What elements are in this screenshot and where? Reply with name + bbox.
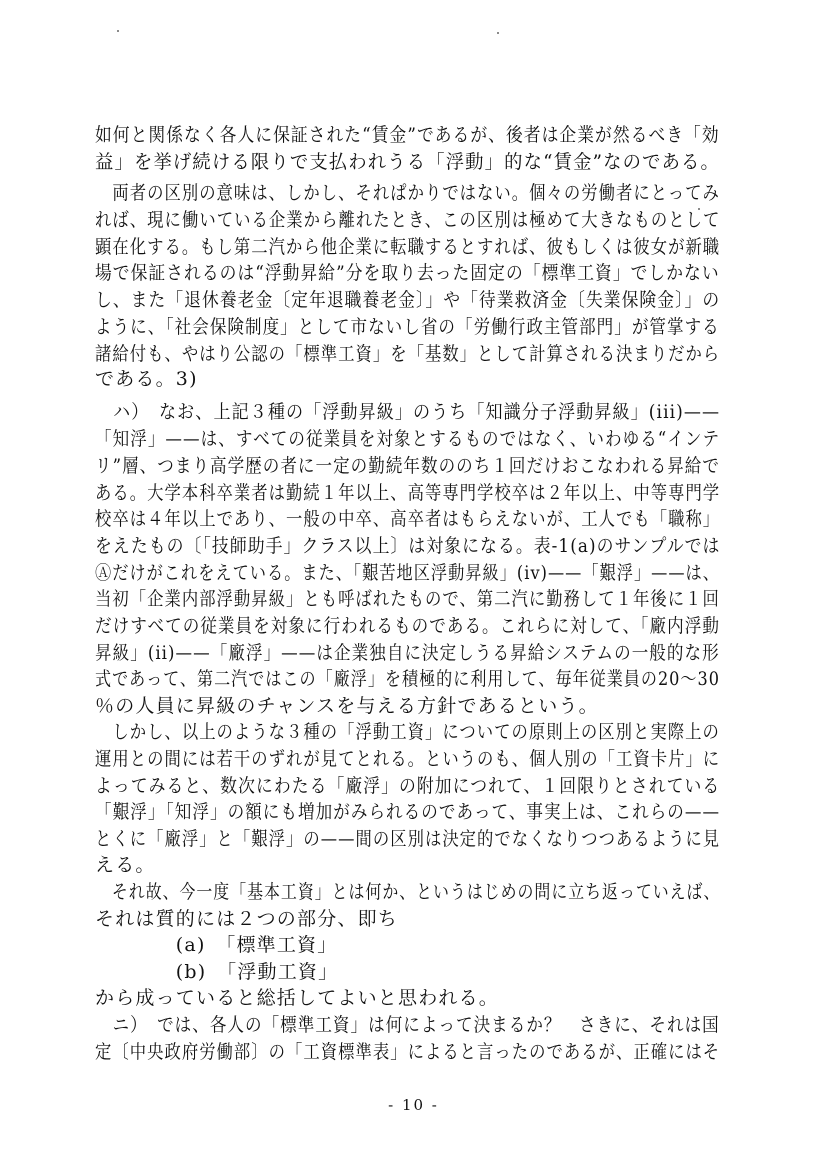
text-line: 両者の区別の意味は、しかし、それぱかりではない。個々の労働者にとってみ: [95, 182, 720, 204]
page-number: - 10 -: [388, 1096, 439, 1114]
text-line: Ⓐだけがこれをえている。また、「艱苦地区浮動昇級」(iv)——「艱浮」——は、: [95, 562, 720, 584]
text-line: ％の人員に昇級のチャンスを与える方針であるという。: [95, 695, 599, 717]
text-line: 運用との間には若干のずれが見てとれる。というのも、個人別の「工資卡片」に: [95, 748, 721, 770]
text-line: 式であって、第二汽ではこの「廠浮」を積極的に利用して、毎年従業員の20～30: [95, 668, 720, 690]
text-line: (a) 「標準工資」: [95, 934, 338, 956]
text-line: ニ） では、各人の「標準工資」は何によって決まるか？ さきに、それは国: [95, 1014, 720, 1036]
text-line: リ”層、つまり高学歴の者に一定の勤続年数ののち１回だけおこなわれる昇給で: [95, 455, 720, 477]
text-line: える。: [95, 854, 156, 876]
text-line: から成っていると総括してよいと思われる。: [95, 987, 500, 1009]
text-line: 益」を挙げ続ける限りで支払われうる「浮動」的な“賃金”なのである。: [95, 151, 721, 173]
text-line: 校卒は４年以上であり、一般の中卒、高卒者はもらえないが、工人でも「職称」: [95, 508, 721, 530]
text-line: だけすべての従業員を対象に行われるものである。これらに対して、「廠内浮動: [95, 615, 720, 637]
text-line: とくに「廠浮」と「艱浮」の——間の区別は決定的でなくなりつつあるように見: [95, 828, 721, 850]
text-line: ように、「社会保険制度」として市ないし省の「労働行政主管部門」が管掌する: [95, 316, 720, 338]
text-line: 「艱浮」「知浮」の額にも増加がみられるのであって、事実上は、これらの——: [95, 801, 721, 823]
text-line: 場で保証されるのは“浮動昇給”分を取り去った固定の「標準工資」でしかない: [95, 262, 720, 284]
scan-speck: [117, 30, 119, 32]
text-line: 「知浮」——は、すべての従業員を対象とするものではなく、いわゆる“インテ: [95, 428, 721, 450]
text-line: 顕在化する。もし第二汽から他企業に転職するとすれば、彼もしくは彼女が新職: [95, 236, 721, 258]
text-line: ある。大学本科卒業者は勤続１年以上、高等専門学校卒は２年以上、中等専門学: [95, 482, 721, 504]
text-line: 当初「企業内部浮動昇級」とも呼ばれたもので、第二汽に勤務して１年後に１回: [95, 588, 720, 610]
text-line: (b) 「浮動工資」: [95, 961, 339, 983]
text-line: 諸給付も、やはり公認の「標準工資」を「基数」として計算される決まりだから: [95, 343, 721, 365]
text-line: それ故、今一度「基本工資」とは何か、というはじめの問に立ち返っていえば、: [95, 881, 721, 903]
text-line: しかし、以上のような３種の「浮動工資」についての原則上の区別と実際上の: [95, 721, 720, 743]
text-line: よってみると、数次にわたる「廠浮」の附加につれて、１回限りとされている: [95, 775, 721, 797]
text-line: 定〔中央政府労働部〕の「工資標準表」によると言ったのであるが、正確にはそ: [95, 1041, 721, 1063]
text-line: である。3): [95, 368, 198, 390]
text-line: れば、現に働いている企業から離れたとき、この区別は極めて大きなものとして: [95, 209, 721, 231]
text-line: をえたもの〔「技師助手」クラス以上〕は対象になる。表-1(a)のサンプルでは: [95, 535, 721, 557]
text-line: それは質的には２つの部分、即ち: [95, 908, 399, 930]
text-line: し、また「退休養老金〔定年退職養老金〕」や「待業救済金〔失業保険金〕」の: [95, 289, 721, 311]
scan-speck: [497, 32, 499, 34]
text-line: 如何と関係なく各人に保証された“賃金”であるが、後者は企業が然るべき「効: [95, 124, 720, 146]
text-line: ハ） なお、上記３種の「浮動昇級」のうち「知識分子浮動昇級」(iii)——: [95, 401, 721, 423]
text-line: 昇級」(ii)——「廠浮」——は企業独自に決定しうる昇給システムの一般的な形: [95, 642, 720, 664]
